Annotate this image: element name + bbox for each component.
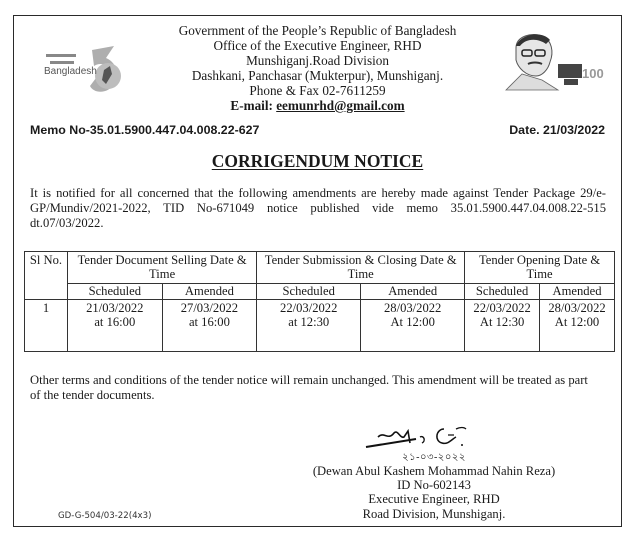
cell-time: At 12:30 (479, 315, 525, 329)
header-line-government: Government of the People’s Republic of Bangladesh (178, 23, 457, 38)
opening-amended-cell (540, 300, 615, 352)
signature-image (364, 423, 484, 453)
signatory-id: ID No-602143 (397, 478, 471, 493)
group-header-submission: Tender Submission & Closing Date & Time (257, 252, 465, 284)
selling-amended-cell (162, 300, 257, 352)
email-link[interactable]: eemunrhd@gmail.com (276, 98, 405, 113)
notice-title-text: CORRIGENDUM NOTICE (211, 151, 424, 171)
sl-no-header: Sl No. (25, 252, 68, 300)
selling-scheduled-cell (68, 300, 163, 352)
cell-time: At 12:00 (554, 315, 600, 329)
cell-date: 22/03/2022 (280, 301, 338, 315)
cell-date: 27/03/2022 (180, 301, 239, 315)
header-line-office: Office of the Executive Engineer, RHD (213, 38, 422, 53)
signatory-block (284, 452, 584, 521)
notice-frame (13, 15, 622, 527)
header-line-phone: Phone & Fax 02-7611259 (249, 83, 386, 98)
signatory-office: Road Division, Munshiganj. (362, 506, 506, 521)
subheader-submission-scheduled: Scheduled (257, 284, 361, 300)
subheader-selling-scheduled: Scheduled (68, 284, 163, 300)
mujib-100-logo (502, 30, 604, 92)
table-subheader-row (25, 284, 615, 300)
cell-date: 28/03/2022 (548, 301, 606, 315)
memo-number: Memo No-35.01.5900.447.04.008.22-627 (30, 123, 260, 137)
logo-left-text: Bangladesh (44, 66, 97, 77)
memo-row (30, 123, 605, 137)
notice-title (14, 151, 621, 172)
cell-time: At 12:00 (390, 315, 435, 329)
submission-amended-cell (361, 300, 465, 352)
cell-time: at 12:30 (288, 315, 330, 329)
sl-cell: 1 (25, 300, 68, 352)
cell-date: 22/03/2022 (473, 301, 531, 315)
group-header-opening: Tender Opening Date & Time (465, 252, 615, 284)
signatory-name: (Dewan Abul Kashem Mohammad Nahin Reza) (312, 464, 556, 478)
header-line-division: Munshiganj.Road Division (246, 53, 389, 68)
table-row (25, 300, 615, 352)
closing-paragraph: Other terms and conditions of the tender notice will remain unchanged. This amendment will be treated as part of the tender documents. (30, 373, 588, 403)
cell-time: at 16:00 (188, 315, 230, 329)
email-label: E-mail: (230, 98, 277, 113)
subheader-selling-amended: Amended (162, 284, 257, 300)
subheader-submission-amended: Amended (361, 284, 465, 300)
header-email-line (14, 98, 621, 113)
header-line-address: Dashkani, Panchasar (Mukterpur), Munshiganj. (191, 68, 444, 83)
opening-scheduled-cell (465, 300, 540, 352)
amendment-table (24, 251, 615, 352)
cell-date: 28/03/2022 (383, 301, 442, 315)
signatory-designation: Executive Engineer, RHD (368, 492, 500, 507)
intro-paragraph: It is notified for all concerned that the following amendments are hereby made against Tender Package 29/e-GP/Mundiv/2021-2022, TID No-671049 notice published vide memo 35.01.5900.447.04.008.22-515 dt.07/03/2022. (30, 186, 606, 231)
subheader-opening-amended: Amended (540, 284, 615, 300)
cell-date: 21/03/2022 (86, 301, 144, 315)
footer-code: GD-G-504/03-22(4x3) (58, 511, 152, 521)
submission-scheduled-cell (257, 300, 361, 352)
table-header-row (25, 252, 615, 284)
signature-date: ২১-০৩-২০২২ (402, 452, 466, 463)
memo-date: Date. 21/03/2022 (509, 123, 605, 137)
mujib-100-number: 100 (582, 66, 604, 81)
cell-time: at 16:00 (94, 315, 136, 329)
subheader-opening-scheduled: Scheduled (465, 284, 540, 300)
group-header-selling: Tender Document Selling Date & Time (68, 252, 257, 284)
